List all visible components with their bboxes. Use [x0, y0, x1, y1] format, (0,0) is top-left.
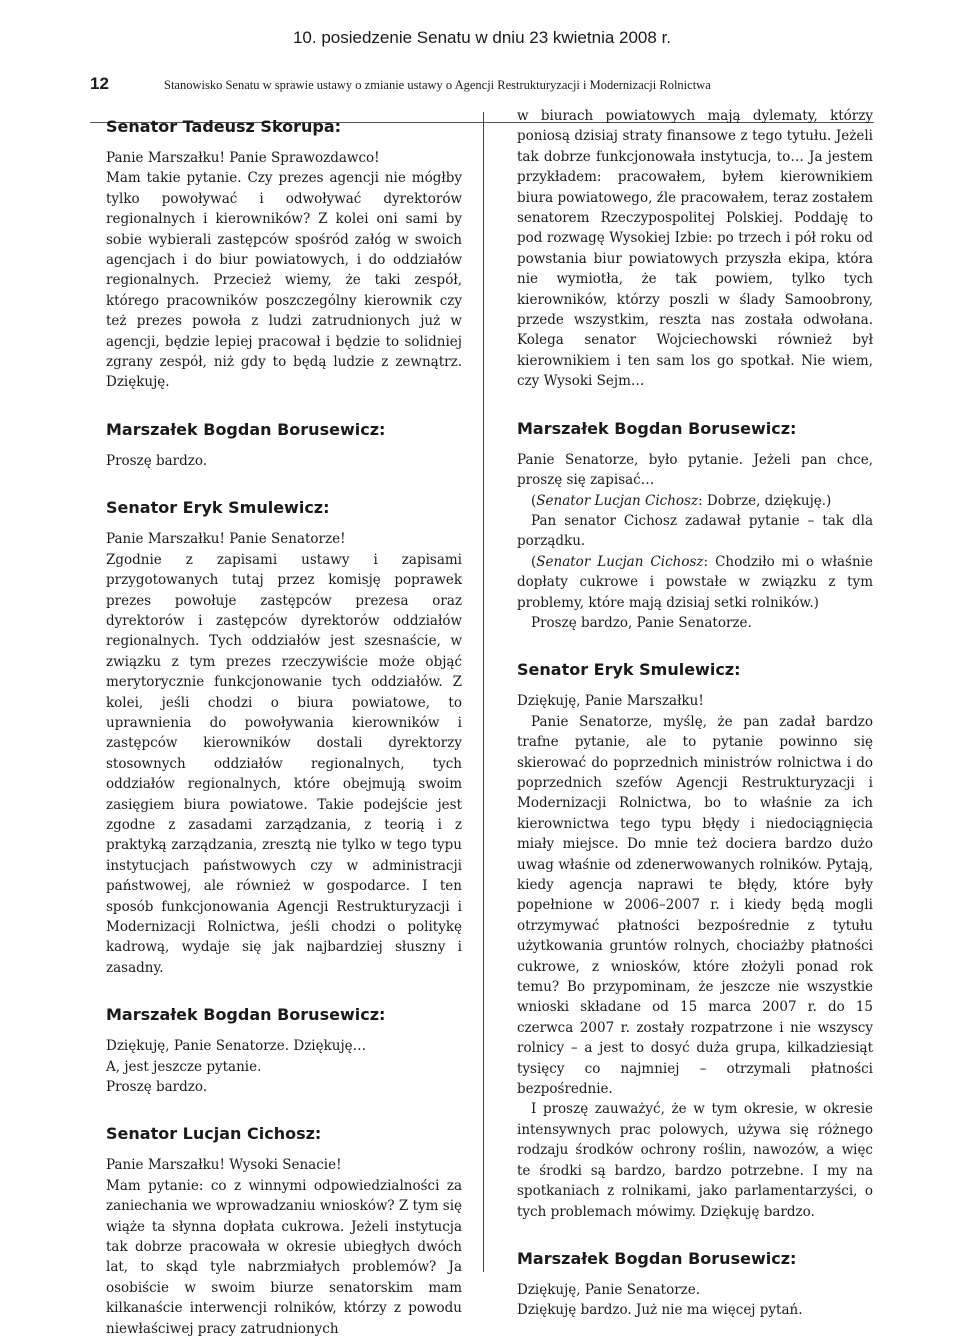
note-speaker: Senator Lucjan Cichosz	[536, 492, 699, 509]
paragraph: Panie Marszałku! Panie Senatorze!	[106, 531, 346, 548]
column-divider	[483, 112, 484, 1272]
paragraph-continuation: w biurach powiatowych mają dylematy, którzy poniosą dzisiaj straty finansowe z tego tytułu. Jeżeli tak dobrze funkcjonowała instytucja, to… Ja jestem przykładem: pracowałem, byłem kierownikiem biura powiatowego, źle pracowałem, teraz zostałem senatorem Rzeczypospolitej Polskiej. Poddaję to pod rozwagę Wysokiej Izbie: po trzech i pół roku od powstania biur powiatowych przyszła ekipa, która nie wymiotła, że tak powiem, tylko tych kierowników, którzy poszli w ślady Samoobrony, przede wszystkim, reszta nas została odwołana. Kolega senator Wojciechowski również był kierownikiem i ten sam los go spotkał. Nie wiem, czy Wysoki Sejm…	[517, 108, 873, 390]
speaker-heading: Marszałek Bogdan Borusewicz:	[517, 418, 797, 438]
paragraph: Panie Senatorze, było pytanie. Jeżeli pan chce, proszę się zapisać…	[517, 451, 873, 489]
stage-note: (Senator Lucjan Cichosz: Chodziło mi o właśnie dopłaty cukrowe i powstałe w związku z tym problemy, które mają dzisiaj setki rolników.)	[517, 553, 873, 611]
paragraph: I proszę zauważyć, że w tym okresie, w okresie intensywnych prac polowych, używa się różnego rodzaju środków ochrony roślin, nawozów, a więc te środki są bardzo, bardzo potrzebne. I my na spotkaniach z rolnikami, jako parlamentarzyści, o tych problemach mówimy. Dziękuję bardzo.	[517, 1101, 873, 1220]
speaker-heading: Senator Lucjan Cichosz:	[106, 1124, 322, 1144]
note-text: : Chodziło mi o właśnie dopłaty cukrowe i powstałe w związku z tym problemy, które mają dzisiaj setki rolników.)	[517, 553, 873, 611]
paragraph: Mam pytanie: co z winnymi odpowiedzialności za zaniechania we wprowadzaniu wniosków? Z tym się wiąże ta słynna dopłata cukrowa. Jeżeli instytucja tak dobrze pracowała w okresie ubiegłych dwóch lat, to skąd tyle nabrzmiałych problemów? Ja osobiście w swoim biurze senatorskim mam kilkanaście interwencji rolników, którzy z powodu niewłaściwej pracy zatrudnionych	[106, 1177, 462, 1337]
speaker-heading: Senator Eryk Smulewicz:	[517, 660, 741, 680]
speaker-heading: Marszałek Bogdan Borusewicz:	[106, 419, 386, 439]
paragraph: Dziękuję, Panie Marszałku!	[517, 693, 704, 710]
page-number: 12	[90, 74, 109, 93]
paragraph: Proszę bardzo.	[106, 452, 208, 469]
speaker-heading: Marszałek Bogdan Borusewicz:	[517, 1248, 797, 1268]
note-speaker: Senator Lucjan Cichosz	[536, 553, 704, 570]
paragraph: Zgodnie z zapisami ustawy i zapisami przygotowanych tutaj przez komisję poprawek prezes powołuje zastępców prezesa oraz dyrektorów i zastępców dyrektorów oddziałów regionalnych. Tych oddziałów jest szesnaście, w związku z tym prezes rzeczywiście może objąć merytorycznie funkcjonowanie tych oddziałów. Z kolei, jeśli chodzi o biura powiatowe, to uprawnienia do powoływania kierowników i zastępców kierowników dostali dyrektorzy stosownych oddziałów regionalnych, tych oddziałów regionalnych, które obejmują swoim zasięgiem biura powiatowe. Takie podejście jest zgodne z zasadami zarządzania, z teorią i z praktyką zarządzania, zresztą nie tylko w tego typu instytucjach państwowych czy w administracji państwowej, ale również w gospodarce. I ten sposób funkcjonowania Agencji Restrukturyzacji i Modernizacji Rolnictwa, jeśli chodzi o politykę kadrową, wydaje się jak najbardziej słuszny i zasadny.	[106, 551, 462, 976]
paragraph: Proszę bardzo.	[106, 1079, 208, 1096]
paragraph: Dziękuję, Panie Senatorze. Dziękuję…	[106, 1038, 367, 1055]
paragraph: Mam takie pytanie. Czy prezes agencji nie mógłby tylko powoływać i odwoływać dyrektorów regionalnych i kierowników? Z kolei oni sami by sobie wybierali zastępców spośród załóg w swoich agencjach i do biur powiatowych, i do oddziałów regionalnych. Przecież wiemy, że taki zespół, którego pracowników poszczególny kierownik czy też prezes powoła z ludzi zatrudnionych już w agencji, będzie lepiej pracował i będzie to solidniej zgrany zespół, niż gdy to będą ludzie z zewnątrz. Dziękuję.	[106, 170, 462, 391]
paragraph: Panie Senatorze, myślę, że pan zadał bardzo trafne pytanie, ale to pytanie powinno się skierować do poprzednich ministrów rolnictwa i do poprzednich szefów Agencji Restrukturyzacji i Modernizacji Rolnictwa, bo to właśnie za ich kierownictwa tego typu błędy i niedociągnięcia miały miejsce. Do mnie też dociera bardzo dużo uwag właśnie od zdenerwowanych rolników. Pytają, kiedy agencja naprawi te błędy, które były popełnione w 2006–2007 r. i kiedy będą mogli otrzymywać płatności bezpośrednie z tytułu użytkowania gruntów rolnych, chociażby płatności cukrowe, z wniosków, które złożyli ponad rok temu? Bo przypominam, że jeszcze nie wszystkie wnioski składane od 15 marca 2007 r. do 15 czerwca 2007 r. zostały rozpatrzone i nie wszyscy rolnicy – a jest to dosyć duża grupa, kilkadziesiąt tysięcy co najmniej – otrzymali płatności bezpośrednie.	[517, 713, 873, 1098]
header-subtitle: Stanowisko Senatu w sprawie ustawy o zmianie ustawy o Agencji Restrukturyzacji i Modernizacji Rolnictwa	[164, 78, 711, 92]
paragraph: Dziękuję bardzo. Już nie ma więcej pytań.	[517, 1302, 803, 1319]
left-column	[106, 106, 462, 1337]
paragraph: Panie Marszałku! Wysoki Senacie!	[106, 1157, 342, 1174]
speaker-heading: Senator Eryk Smulewicz:	[106, 498, 330, 518]
paragraph: Proszę bardzo, Panie Senatorze.	[531, 614, 752, 631]
paragraph: Dziękuję, Panie Senatorze.	[517, 1281, 701, 1298]
page-header	[90, 28, 874, 98]
stage-note: (Senator Lucjan Cichosz: Dobrze, dziękuję.)	[531, 492, 832, 509]
header-title: 10. posiedzenie Senatu w dniu 23 kwietnia 2008 r.	[292, 28, 672, 47]
note-text: : Dobrze, dziękuję.)	[698, 492, 832, 509]
paragraph: Panie Marszałku! Panie Sprawozdawco!	[106, 150, 380, 166]
speaker-heading: Senator Tadeusz Skorupa:	[106, 117, 342, 136]
paragraph: Pan senator Cichosz zadawał pytanie – tak dla porządku.	[517, 512, 873, 550]
right-column	[517, 106, 873, 1319]
speaker-heading: Marszałek Bogdan Borusewicz:	[106, 1005, 386, 1025]
paragraph: A, jest jeszcze pytanie.	[106, 1058, 262, 1075]
